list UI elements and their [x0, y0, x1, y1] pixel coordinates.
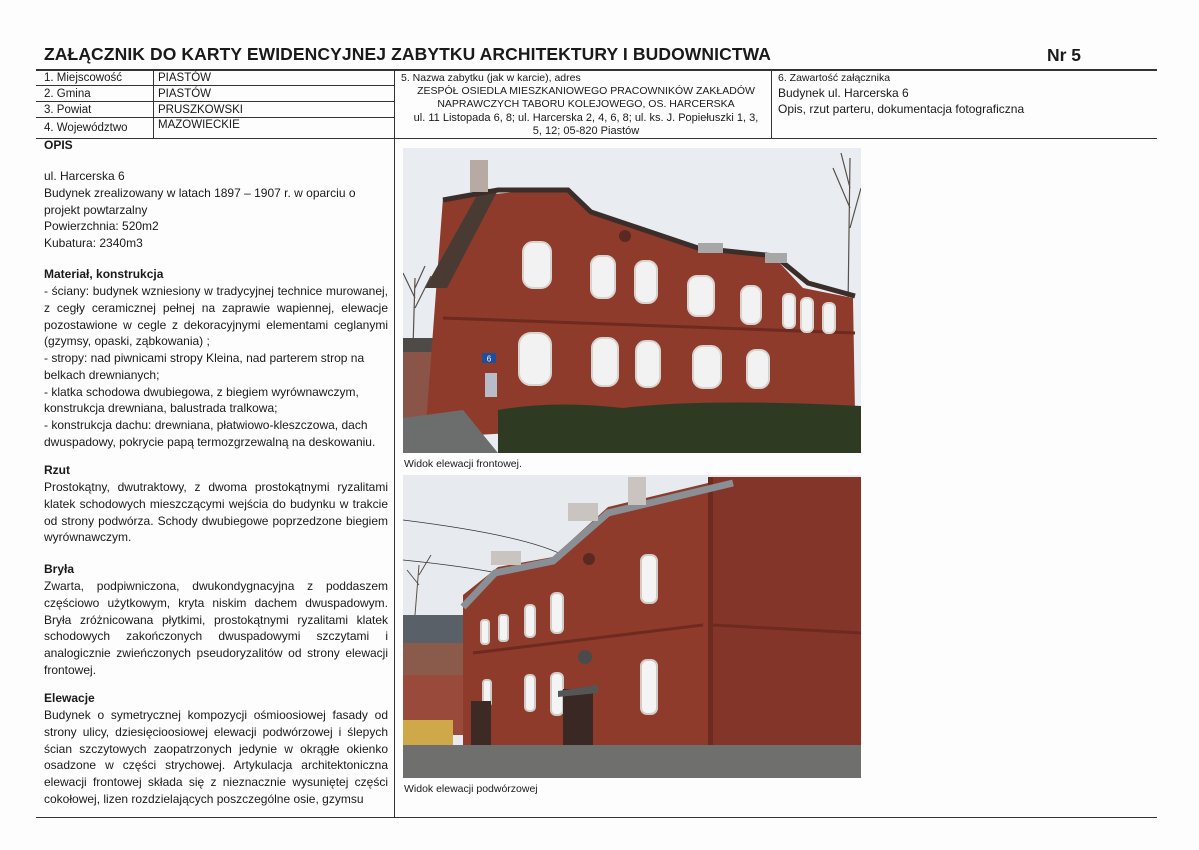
gmina-value: PIASTÓW — [158, 88, 212, 100]
monument-label: 5. Nazwa zabytku (jak w karcie), adres — [401, 72, 581, 84]
monument-address-line-1: ul. 11 Listopada 6, 8; ul. Harcerska 2, 4, 6, 8; ul. ks. J. Popiełuszki 1, 3, — [413, 112, 759, 124]
intro-volume: Kubatura: 2340m3 — [44, 236, 143, 251]
material-heading: Materiał, konstrukcja — [44, 267, 164, 281]
elewacje-text: Budynek o symetrycznej kompozycji ośmioosiowej fasady od strony ulicy, dziesięcioosiowej elewacji podwórzowej i ślepych ścian szczytowych zaopatrzonych jedynie w okrągłe okienko osadzone w części strychowej. Artykulacja architektoniczna elewacji frontowej składa się z nieznacznie wysuniętej części cokołowej, lizen rozdzielających poszczególne osie, gzymsu — [44, 708, 388, 806]
monument-name-line-1: ZESPÓŁ OSIEDLA MIESZKANIOWEGO PRACOWNIKÓW ZAKŁADÓW — [417, 85, 755, 97]
front-elevation-photo — [403, 148, 861, 453]
intro-address: ul. Harcerska 6 — [44, 169, 125, 183]
header-bottom-border — [36, 138, 1157, 139]
material-list — [44, 350, 388, 451]
gmina-label: 2. Gmina — [44, 88, 91, 100]
rzut-heading: Rzut — [44, 463, 70, 477]
bryla-text: Zwarta, podpiwniczona, dwukondygnacyjna z poddaszem częściowo użytkowym, kryta niskim dachem dwuspadowym. Bryła zróżnicowana płytkimi, prostokątnymi ryzalitami klatek schodowych zakończonych dwuspadowymi szczytami i analogicznie zwieńczonych pseudoryzalitów od strony elewacji frontowej. — [44, 579, 388, 677]
house-number-plate: 6 — [486, 354, 492, 364]
material-walls-text: - ściany: budynek wzniesiony w tradycyjnej technice murowanej, z cegły ceramicznej pełnej na zaprawie wapiennej, elewacje pozostawione w cegle z dekoracyjnymi elementami ceglanymi (gzymsy, opaski, ząbkowania) ; — [44, 284, 388, 349]
row-divider-2 — [36, 101, 394, 102]
document-number: Nr 5 — [1047, 45, 1082, 65]
opis-heading: OPIS — [44, 138, 73, 152]
page-bottom-border — [36, 817, 1157, 818]
monument-name-line-2: NAPRAWCZYCH TABORU KOLEJOWEGO, OS. HARCERSKA — [437, 98, 735, 110]
powiat-label: 3. Powiat — [44, 104, 92, 116]
monument-address-line-2: 5, 12; 05-820 Piastów — [532, 125, 640, 137]
intro-realization: Budynek zrealizowany w latach 1897 – 1907 r. w oparciu o projekt powtarzalny — [44, 185, 356, 217]
intro-block — [44, 168, 388, 252]
rear-elevation-photo — [403, 475, 861, 778]
monument-address — [400, 112, 772, 138]
rear-elevation-illustration — [403, 475, 861, 778]
bryla-heading: Bryła — [44, 562, 75, 576]
row-divider-1 — [36, 85, 394, 86]
contents-line-2: Opis, rzut parteru, dokumentacja fotograficzna — [778, 102, 1025, 116]
powiat-value: PRUSZKOWSKI — [158, 104, 243, 116]
intro-area: Powierzchnia: 520m2 — [44, 219, 159, 234]
material-staircase: - klatka schodowa dwubiegowa, z biegiem wyrównawczym, konstrukcja drewniana, balustrada tralkowa; — [44, 384, 359, 416]
material-ceilings: - stropy: nad piwnicami stropy Kleina, nad parterem strop na belkach drewnianych; — [44, 351, 365, 382]
wojewodztwo-label: 4. Województwo — [44, 122, 128, 134]
elewacje-heading: Elewacje — [44, 691, 95, 705]
front-elevation-illustration — [403, 148, 861, 453]
monument-name — [400, 85, 772, 111]
rear-elevation-caption: Widok elewacji podwórzowej — [404, 783, 538, 795]
front-elevation-caption: Widok elewacji frontowej. — [404, 458, 522, 470]
miejscowosc-value: PIASTÓW — [158, 72, 212, 84]
contents-line-1: Budynek ul. Harcerska 6 — [778, 86, 909, 100]
rzut-text: Prostokątny, dwutraktowy, z dwoma prostokątnymi ryzalitami klatek schodowych mieszczącymi wejścia do budynku w trakcie od strony podwórza. Schody dwubiegowe poprzedzone biegiem wyrównawczym. — [44, 480, 388, 545]
wojewodztwo-value: MAZOWIECKIE — [158, 119, 240, 131]
main-column-divider — [394, 70, 395, 817]
material-roof: - konstrukcja dachu: drewniana, płatwiowo-kleszczowa, dach dwuspadowy, pokrycie papą termozgrzewalną na deskowaniu. — [44, 418, 376, 449]
miejscowosc-label: 1. Miejscowość — [44, 72, 122, 84]
label-column-divider — [153, 70, 154, 138]
document-title: ZAŁĄCZNIK DO KARTY EWIDENCYJNEJ ZABYTKU ARCHITEKTURY I BUDOWNICTWA — [44, 44, 772, 64]
contents-label: 6. Zawartość załącznika — [778, 72, 891, 84]
